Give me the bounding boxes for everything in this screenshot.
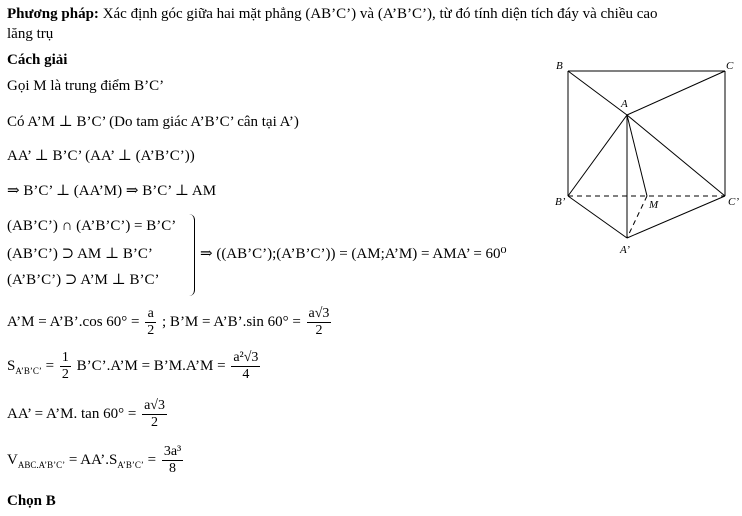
edge-cpap (627, 196, 725, 238)
method-line (7, 6, 658, 23)
eq2-sub: A’B’C’ (15, 365, 42, 376)
label-ap: A’ (620, 244, 630, 256)
equation-volume (7, 444, 185, 477)
eq3-fraction: $\frac{a√3}{2}$ (144, 398, 165, 430)
eq4-sub2: A’B’C’ (117, 459, 144, 470)
eq1-fraction: $\frac{a}{2}$ (147, 306, 155, 338)
method-label: Phương pháp: (7, 6, 99, 22)
label-bp: B’ (555, 196, 566, 208)
solution-line-1: Gọi M là trung điểm B’C’ (7, 78, 165, 94)
system-result: ⇒ ((AB’C’);(A’B’C’)) = (AM;A’M) = AMA’ = 60⁰ (200, 246, 507, 262)
eq1-mid: ; B’M = A’B’.sin 60° = (162, 313, 301, 330)
edge-abp (568, 115, 627, 196)
eq2-fraction-2: $\frac{\text{a²√3}}{4}$ (233, 350, 259, 382)
eq2-fraction: $\frac{1}{2}$ (61, 350, 69, 382)
edge-ca (627, 71, 725, 115)
prism-figure (550, 55, 742, 265)
label-a: A (621, 98, 628, 110)
solution-line-2: Có A’M ⊥ B’C’ (Do tam giác A’B’C’ cân tại A’) (7, 114, 299, 130)
label-c: C (726, 60, 734, 72)
system-eq-1: (AB’C’) ∩ (A’B’C’) = B’C’ (7, 218, 177, 234)
eq4-v: V (7, 451, 18, 468)
eq2-mid: B’C’.A’M = B’M.A’M = (76, 357, 226, 374)
edge-acp (627, 115, 725, 196)
solution-title: Cách giải (7, 52, 68, 68)
solution-line-3: AA’ ⊥ B’C’ (AA’ ⊥ (A’B’C’)) (7, 148, 195, 164)
system-brace (188, 214, 195, 296)
method-line-cont: lăng trụ (7, 26, 54, 42)
equation-area (7, 350, 262, 383)
eq4-fraction: $\frac{\text{3a³}}{8}$ (163, 444, 182, 476)
edge-ba (568, 71, 627, 115)
equation-am (7, 306, 333, 339)
eq1-fraction-2: $\frac{a√3}{2}$ (308, 306, 330, 338)
label-b: B (556, 60, 563, 72)
edge-mpap (627, 196, 647, 238)
equation-system (5, 214, 195, 296)
eq2-s: S (7, 357, 16, 374)
eq1-left: A’M = A’B’.cos 60° = (7, 313, 140, 330)
label-m: M (649, 199, 659, 211)
eq4-eq: = (147, 451, 157, 468)
solution-line-4: ⇒ B’C’ ⊥ (AA’M) ⇒ B’C’ ⊥ AM (7, 183, 217, 199)
edge-am (627, 115, 647, 196)
eq3-left: AA’ = A’M. tan 60° = (7, 405, 137, 422)
system-eq-3: (A’B’C’) ⊃ A’M ⊥ B’C’ (7, 272, 160, 288)
eq2-eq: = (45, 357, 55, 374)
edge-bpap (568, 196, 627, 238)
eq4-mid: = AA’.S (68, 451, 118, 468)
equation-height (7, 398, 169, 431)
method-text: Xác định góc giữa hai mặt phẳng (AB’C’) và (A’B’C’), từ đó tính diện tích đáy và chiều cao (102, 6, 658, 22)
system-eq-2: (AB’C’) ⊃ AM ⊥ B’C’ (7, 246, 153, 262)
answer: Chọn B (7, 493, 56, 509)
eq4-sub: ABC.A’B’C’ (17, 459, 66, 470)
label-cp: C’ (728, 196, 739, 208)
